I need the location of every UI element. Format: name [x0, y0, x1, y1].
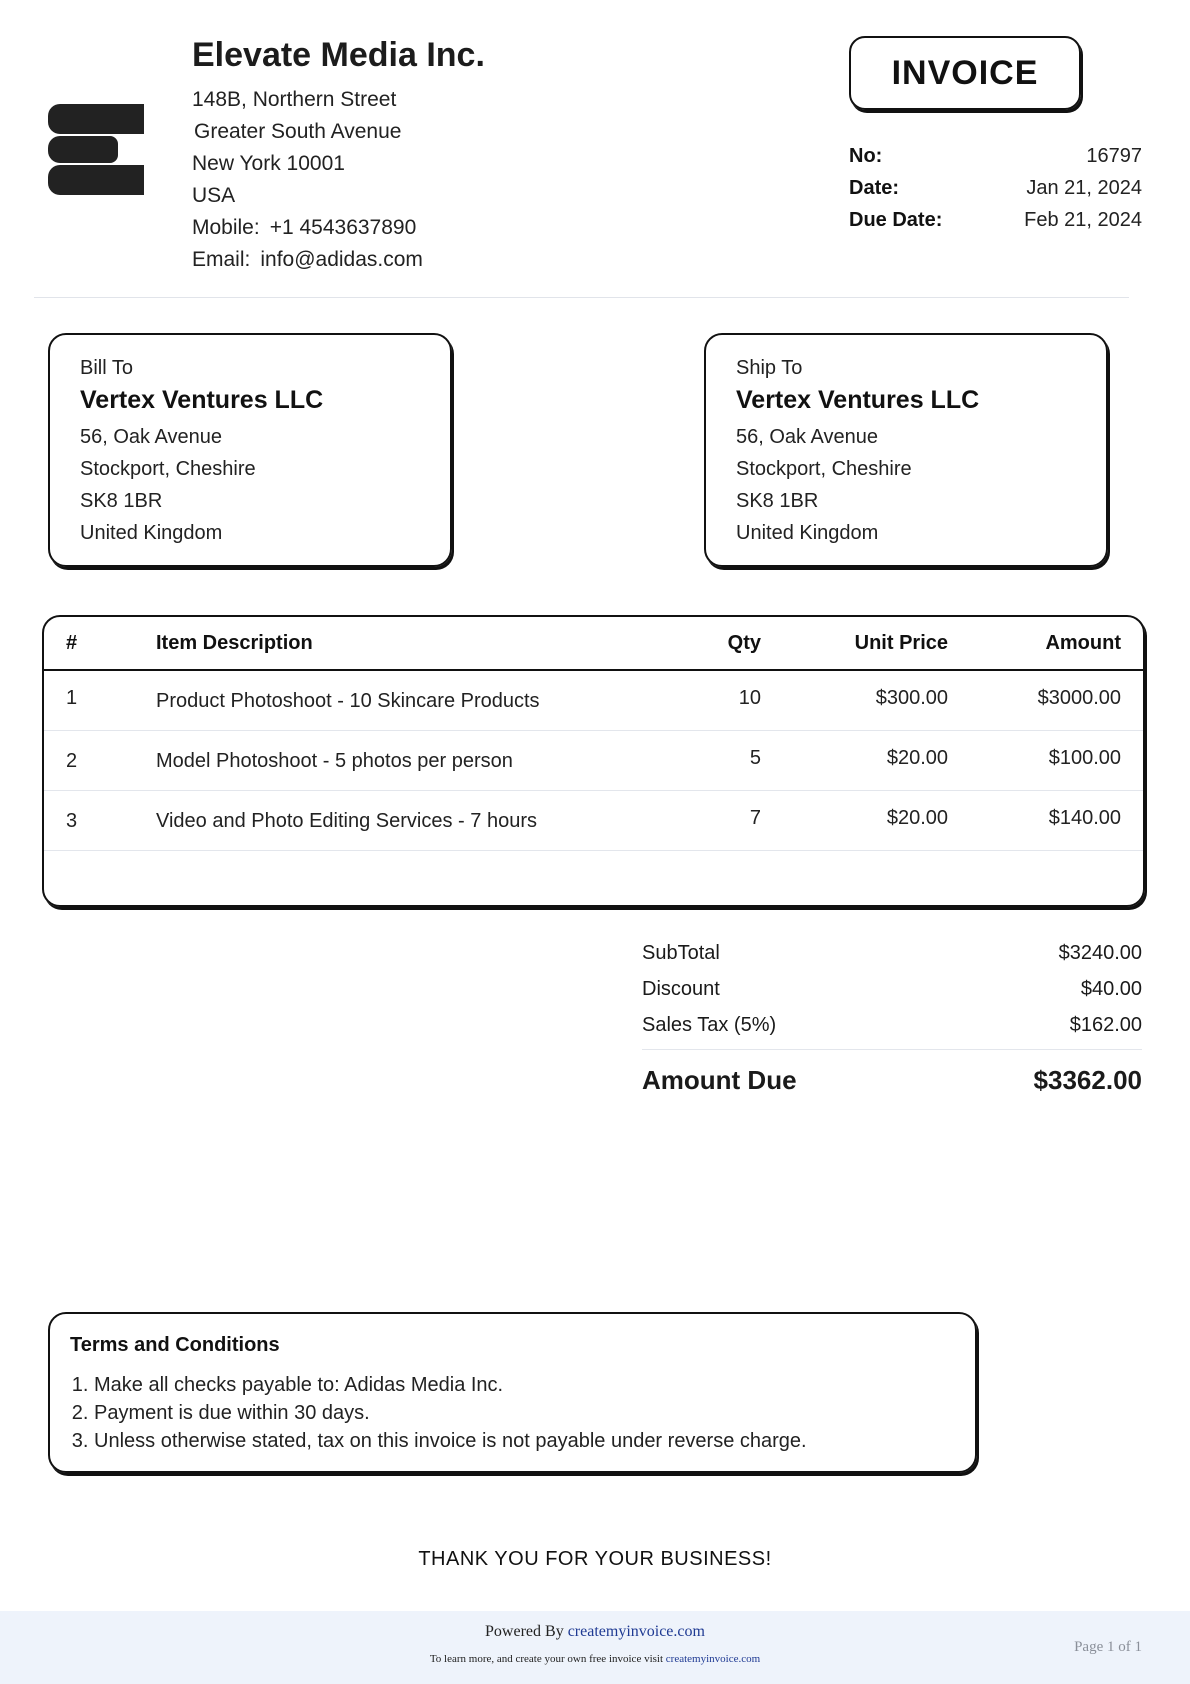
ship-to-box: [704, 333, 1108, 567]
amount-due-label: Amount Due: [642, 1064, 797, 1095]
header-qty: Qty: [727, 632, 761, 654]
header-unit-price: Unit Price: [854, 632, 948, 654]
address-line: New York 10001: [192, 152, 345, 175]
discount-value: $40.00: [1080, 977, 1142, 1000]
subtotal-label: SubTotal: [642, 941, 720, 964]
header-divider: [34, 297, 1129, 298]
stacked-e-logo-icon: [48, 104, 144, 195]
company-email: [192, 244, 423, 276]
tax-label: Sales Tax (5%): [642, 1013, 777, 1036]
row-qty: 5: [749, 747, 761, 769]
table-row: [44, 671, 1143, 731]
row-unit-price: $20.00: [886, 747, 948, 769]
page-number: Page 1 of 1: [1074, 1639, 1142, 1655]
row-num: 2: [66, 750, 78, 772]
footer-bar: [0, 1611, 1190, 1684]
ship-to-name: Vertex Ventures LLC: [736, 386, 980, 414]
powered-by: [0, 1623, 1190, 1641]
row-qty: 7: [749, 807, 761, 829]
invoice-due-row: [849, 204, 1142, 236]
row-description: Video and Photo Editing Services - 7 hours: [156, 810, 537, 832]
invoice-date-row: [849, 172, 1142, 204]
invoice-date-label: Date:: [849, 176, 900, 199]
table-row: [44, 791, 1143, 851]
row-num: 1: [66, 687, 78, 709]
terms-item: 2. Payment is due within 30 days.: [94, 1399, 955, 1427]
bill-to-box: [48, 333, 452, 567]
tax-value: $162.00: [1069, 1013, 1142, 1036]
terms-title: Terms and Conditions: [70, 1334, 280, 1356]
row-qty: 10: [738, 687, 761, 709]
mobile-label: Mobile:: [192, 216, 260, 239]
row-unit-price: $300.00: [875, 687, 948, 709]
ship-to-line: United Kingdom: [736, 522, 879, 544]
ship-to-title: Ship To: [736, 357, 803, 379]
invoice-number-row: [849, 140, 1142, 172]
company-name: Elevate Media Inc.: [192, 36, 485, 74]
company-mobile: [192, 212, 423, 244]
row-unit-price: $20.00: [886, 807, 948, 829]
powered-by-label: Powered By: [485, 1623, 564, 1640]
bill-to-line: United Kingdom: [80, 522, 223, 544]
company-address: [192, 84, 423, 276]
invoice-number: 16797: [1086, 144, 1142, 167]
amount-due-value: $3362.00: [1033, 1064, 1142, 1095]
email-label: Email:: [192, 248, 251, 271]
subtotal-row: [642, 935, 1142, 971]
discount-row: [642, 971, 1142, 1007]
address-line: Greater South Avenue: [194, 120, 402, 143]
totals-section: [642, 935, 1142, 1100]
amount-due-row: [642, 1060, 1142, 1100]
ship-to-line: 56, Oak Avenue: [736, 426, 878, 448]
totals-divider: [642, 1049, 1142, 1050]
invoice-due-label: Due Date:: [849, 208, 943, 231]
thank-you-note: THANK YOU FOR YOUR BUSINESS!: [418, 1548, 772, 1570]
subtotal-value: $3240.00: [1058, 941, 1142, 964]
bill-to-line: 56, Oak Avenue: [80, 426, 222, 448]
learn-more-link[interactable]: createmyinvoice.com: [665, 1653, 761, 1665]
row-amount: $3000.00: [1037, 687, 1121, 709]
invoice-meta: [849, 140, 1142, 236]
header-num: #: [66, 632, 78, 654]
learn-more: [0, 1653, 1190, 1665]
header-amount: Amount: [1045, 632, 1121, 654]
row-num: 3: [66, 810, 78, 832]
bill-to-title: Bill To: [80, 357, 133, 379]
row-description: Product Photoshoot - 10 Skincare Products: [156, 690, 540, 712]
header-description: Item Description: [156, 632, 313, 654]
ship-to-line: Stockport, Cheshire: [736, 458, 912, 480]
tax-row: [642, 1007, 1142, 1043]
email-value: info@adidas.com: [260, 248, 423, 271]
bill-to-line: Stockport, Cheshire: [80, 458, 256, 480]
bill-to-name: Vertex Ventures LLC: [80, 386, 324, 414]
address-line: 148B, Northern Street: [192, 88, 397, 111]
learn-more-label: To learn more, and create your own free invoice visit: [429, 1653, 664, 1665]
invoice-date: Jan 21, 2024: [1026, 176, 1142, 199]
table-header: [44, 617, 1143, 671]
terms-box: [48, 1312, 977, 1473]
discount-label: Discount: [642, 977, 720, 1000]
items-table: [42, 615, 1145, 907]
mobile-value: +1 4543637890: [269, 216, 417, 239]
invoice-due-date: Feb 21, 2024: [1024, 208, 1142, 231]
ship-to-line: SK8 1BR: [736, 490, 819, 512]
terms-item: 3. Unless otherwise stated, tax on this invoice is not payable under reverse charge.: [94, 1427, 955, 1455]
row-amount: $140.00: [1048, 807, 1121, 829]
powered-by-link[interactable]: createmyinvoice.com: [567, 1623, 705, 1640]
row-description: Model Photoshoot - 5 photos per person: [156, 750, 513, 772]
terms-list: [70, 1371, 955, 1455]
address-line: USA: [192, 184, 236, 207]
terms-item: 1. Make all checks payable to: Adidas Media Inc.: [94, 1371, 955, 1399]
invoice-title: INVOICE: [849, 36, 1081, 110]
invoice-number-label: No:: [849, 144, 883, 167]
row-amount: $100.00: [1048, 747, 1121, 769]
bill-to-line: SK8 1BR: [80, 490, 163, 512]
table-row: [44, 731, 1143, 791]
